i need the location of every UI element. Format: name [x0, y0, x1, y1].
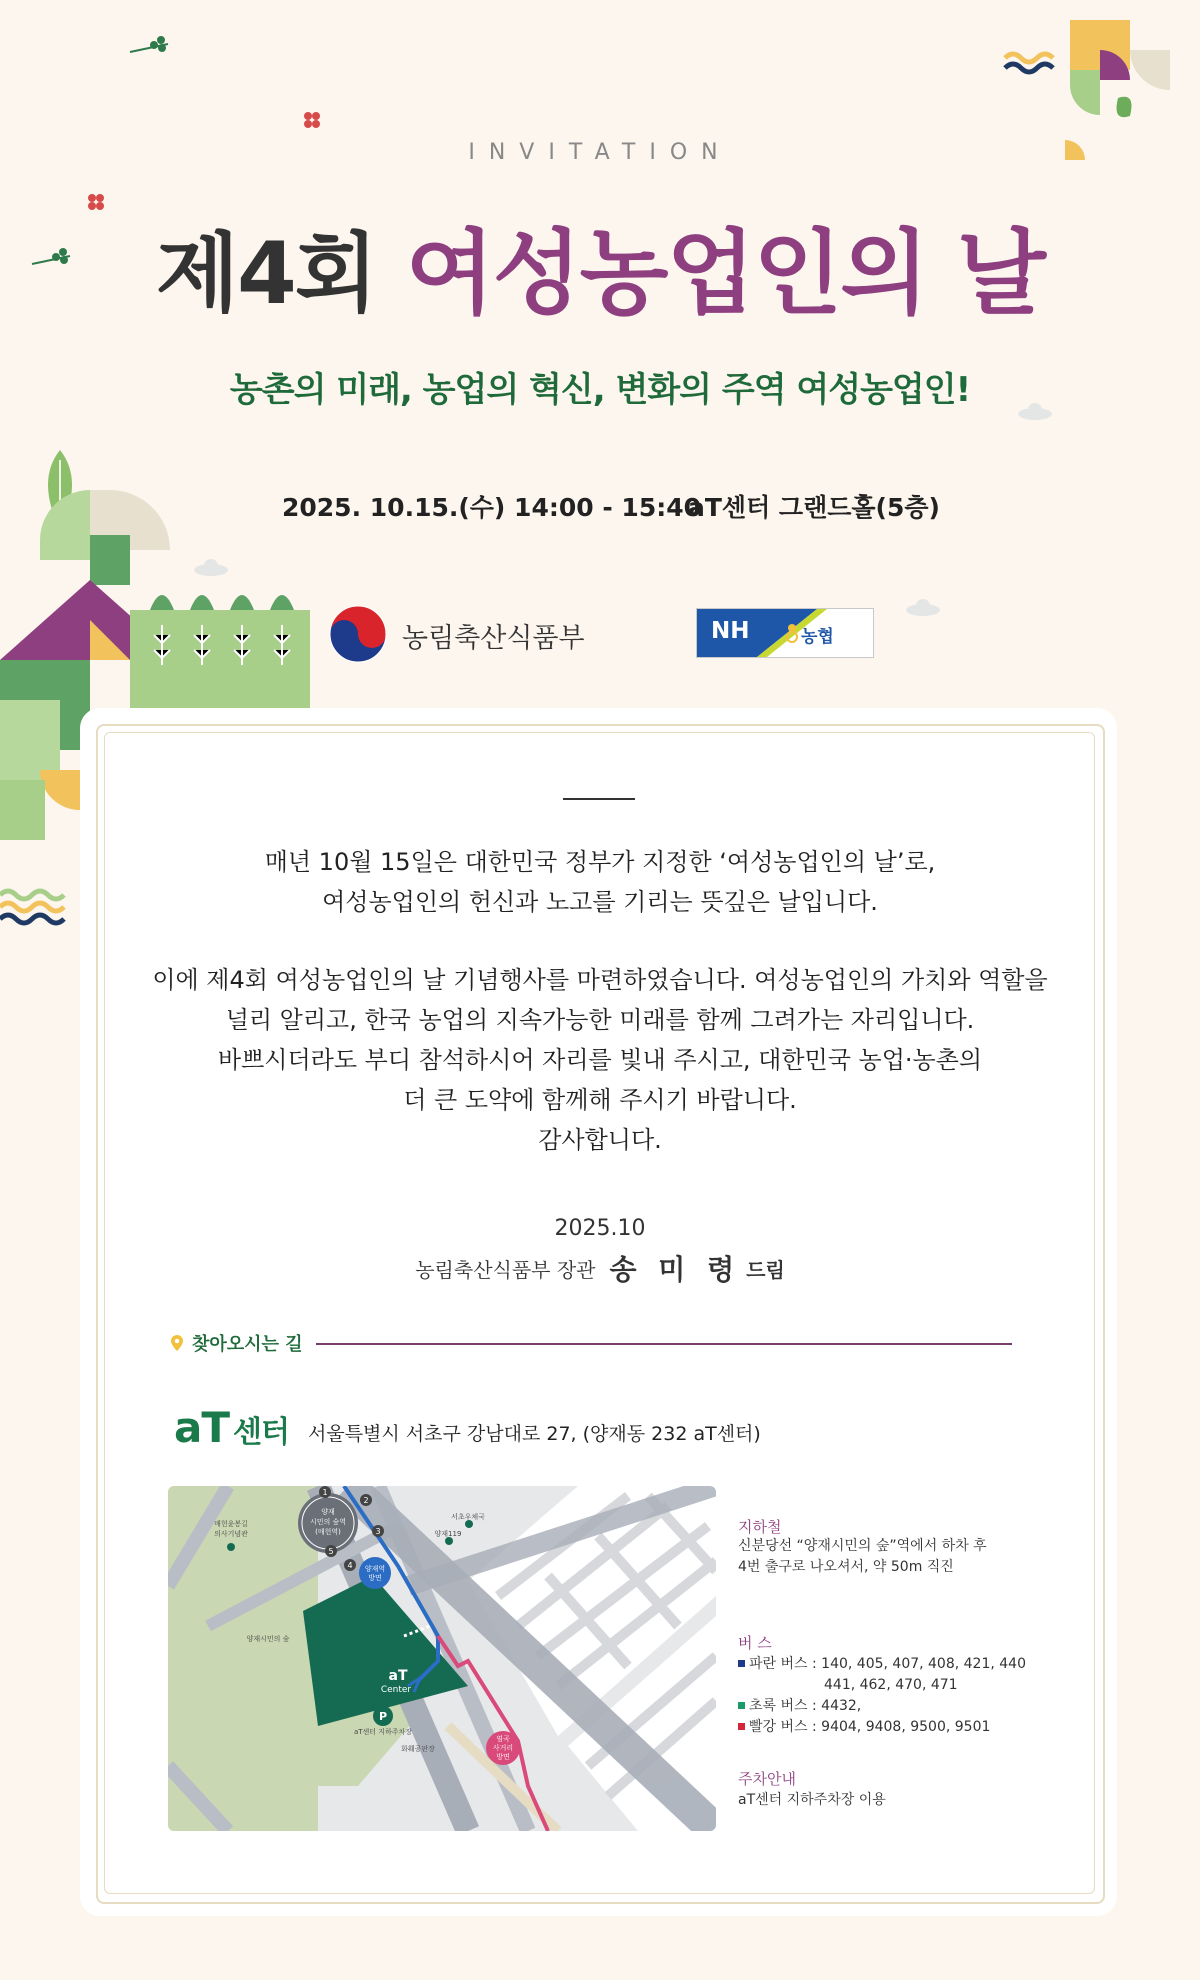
letter-line: 감사합니다.: [538, 1126, 662, 1154]
exit-number: 4: [347, 1561, 353, 1570]
at-logo-text: aT: [174, 1403, 229, 1452]
parking-heading: 주차안내: [738, 1770, 796, 1788]
bus-blue-line: [738, 1654, 1026, 1675]
letter-line: 이에 제4회 여성농업인의 날 기념행사를 마련하였습니다. 여성농업인의 가치와 역할을: [152, 966, 1048, 994]
map-stop-label: 염곡: [496, 1735, 510, 1743]
nh-logo: [696, 608, 874, 658]
map-station-label: 시민의 숲역: [309, 1518, 347, 1526]
decor-flower-1: [302, 110, 322, 130]
bus-red-line: [738, 1717, 1026, 1738]
ministry-logo-text: 농림축산식품부: [402, 623, 585, 654]
letter-line: 바쁘시더라도 부디 참석하시어 자리를 빛내 주시고, 대한민국 농업·농촌의: [217, 1046, 983, 1074]
exit-number: 5: [328, 1547, 334, 1556]
directions-divider: [316, 1343, 1012, 1345]
bus-heading: 버 스: [738, 1634, 772, 1652]
decor-cloud-3: [904, 598, 942, 616]
signature-name: 송 미 령: [609, 1253, 741, 1286]
map-graphic: [168, 1486, 716, 1831]
subway-heading: 지하철: [738, 1518, 782, 1536]
map-stop-label: 방면: [368, 1574, 382, 1582]
map-label: 서초우체국: [451, 1513, 485, 1521]
map-at-label: Center: [380, 1685, 412, 1695]
red-bus-square-icon: [738, 1723, 745, 1730]
bus-info: [738, 1654, 1026, 1738]
map-label: 매헌윤봉길: [214, 1520, 248, 1528]
map-label: aT센터 지하주차장: [353, 1728, 413, 1736]
letter-paragraph-1: [120, 842, 1080, 922]
event-subtitle: 농촌의 미래, 농업의 혁신, 변화의 주역 여성농업인!: [229, 370, 971, 410]
at-center-logo: [174, 1403, 289, 1452]
signature-title: 농림축산식품부 장관: [415, 1258, 596, 1282]
map-at-label: aT: [388, 1668, 408, 1684]
map-stop-label: 방면: [496, 1753, 510, 1761]
letter-line: 더 큰 도약에 함께해 주시기 바랍니다.: [403, 1086, 797, 1114]
subway-line: 4번 출구로 나오셔서, 약 50m 직진: [738, 1559, 954, 1575]
subway-info: [738, 1536, 987, 1578]
green-bus-square-icon: [738, 1702, 745, 1709]
bus-green-line: [738, 1696, 1026, 1717]
parking-p-icon: P: [378, 1710, 388, 1723]
map-stop-label: 양재역: [364, 1565, 386, 1573]
venue-address: 서울특별시 서초구 강남대로 27, (양재동 232 aT센터): [308, 1423, 761, 1445]
event-title-main: 여성농업인의 날: [405, 220, 1045, 327]
exit-number: 1: [322, 1488, 328, 1497]
letter-signature: [0, 1248, 1200, 1288]
bus-red-text: 빨강 버스 : 9404, 9408, 9500, 9501: [749, 1719, 991, 1735]
exit-number: 3: [375, 1527, 381, 1536]
map-station-label: (매헌역): [315, 1528, 341, 1536]
at-logo-kr: 센터: [233, 1415, 289, 1450]
letter-line: 널리 알리고, 한국 농업의 지속가능한 미래를 함께 그려가는 자리입니다.: [225, 1006, 975, 1034]
bus-blue-text: 파란 버스 : 140, 405, 407, 408, 421, 440: [749, 1656, 1026, 1672]
letter-paragraph-2: [120, 960, 1080, 1160]
map-label: 화훼공판장: [401, 1745, 435, 1753]
eyebrow-invitation: INVITATION: [468, 140, 732, 165]
card-divider: [563, 798, 635, 800]
subway-line: 신분당선 “양재시민의 숲”역에서 하차 후: [738, 1538, 987, 1554]
map-label: 양재시민의 숲: [246, 1635, 290, 1643]
directions-title: 찾아오시는 길: [192, 1334, 303, 1355]
ministry-emblem-icon: [328, 604, 388, 664]
event-datetime: 2025. 10.15.(수) 14:00 - 15:40: [282, 493, 701, 522]
map-station-label: 양재: [321, 1508, 335, 1516]
event-venue: aT센터 그랜드홀(5층): [688, 493, 940, 522]
event-title: [0, 200, 1200, 332]
event-title-number: 제4회: [155, 224, 376, 324]
nh-logo-en: NH: [711, 618, 750, 644]
decor-leaf-sprig-top: [128, 32, 178, 60]
map-label: 의사기념관: [214, 1530, 248, 1538]
nh-mark-icon: [785, 623, 799, 643]
signature-suffix: 드림: [746, 1258, 785, 1282]
letter-date: 2025.10: [554, 1216, 646, 1241]
bus-blue-line-2: 441, 462, 470, 471: [824, 1677, 958, 1693]
map-label: 양재119: [434, 1530, 462, 1538]
bus-green-text: 초록 버스 : 4432,: [749, 1698, 862, 1714]
parking-info: aT센터 지하주차장 이용: [738, 1792, 886, 1808]
blue-bus-square-icon: [738, 1660, 745, 1667]
location-map: [168, 1486, 716, 1831]
exit-number: 2: [363, 1496, 369, 1505]
location-pin-icon: [170, 1334, 184, 1352]
map-stop-label: 사거리: [492, 1744, 514, 1752]
nh-logo-kr: 농협: [801, 627, 834, 647]
letter-line: 여성농업인의 헌신과 노고를 기리는 뜻깊은 날입니다.: [322, 888, 878, 916]
letter-line: 매년 10월 15일은 대한민국 정부가 지정한 ‘여성농업인의 날’로,: [264, 848, 936, 876]
